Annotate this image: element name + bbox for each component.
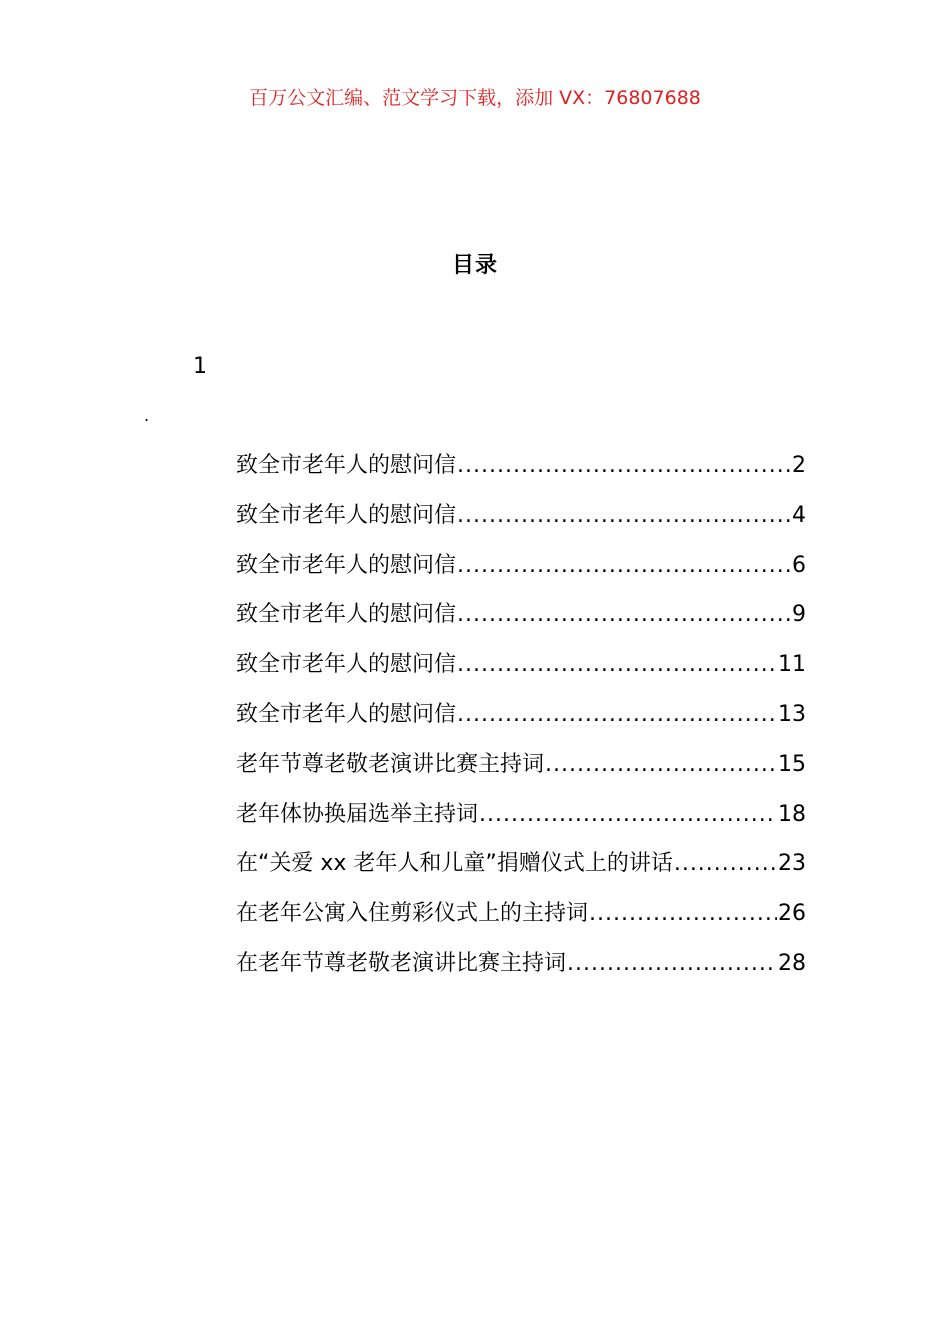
toc-entry[interactable] <box>236 449 806 499</box>
toc-dot-leader <box>457 549 791 583</box>
toc-entry-title: 致全市老年人的慰问信 <box>236 552 457 578</box>
toc-entry[interactable] <box>236 748 806 798</box>
header-note: 百万公文汇编、范文学习下载，添加 VX：76807688 <box>249 87 701 109</box>
toc-entry[interactable] <box>236 648 806 698</box>
toc-entry-title: 在老年节尊老敬老演讲比赛主持词 <box>236 950 567 976</box>
toc-dot-leader <box>457 698 777 732</box>
toc-entry[interactable] <box>236 698 806 748</box>
dot-marker: . <box>144 406 150 425</box>
toc-entry[interactable] <box>236 897 806 947</box>
toc-entry-title: 致全市老年人的慰问信 <box>236 453 457 478</box>
toc-entry-title: 致全市老年人的慰问信 <box>236 502 457 528</box>
toc-entry-title: 老年体协换届选举主持词 <box>236 801 479 827</box>
toc-entry-title: 致全市老年人的慰问信 <box>236 701 457 727</box>
toc-entry-page: 4 <box>792 502 806 528</box>
toc-entry[interactable] <box>236 847 806 897</box>
toc-entry-title: 致全市老年人的慰问信 <box>236 602 457 628</box>
toc-dot-leader <box>479 798 777 832</box>
toc-entry-title: 老年节尊老敬老演讲比赛主持词 <box>236 751 545 777</box>
table-of-contents <box>236 449 806 997</box>
toc-entry-page: 23 <box>778 851 806 877</box>
toc-entry-page: 11 <box>778 652 806 678</box>
toc-entry-page: 28 <box>778 950 806 976</box>
toc-dot-leader <box>457 648 777 682</box>
toc-entry-page: 13 <box>778 701 806 727</box>
toc-entry-title: 致全市老年人的慰问信 <box>236 652 457 678</box>
toc-entry-title: 在老年公寓入住剪彩仪式上的主持词 <box>236 901 589 927</box>
toc-entry[interactable] <box>236 798 806 848</box>
toc-dot-leader <box>589 897 777 931</box>
toc-entry-title: 在“关爱 xx 老年人和儿童”捐赠仪式上的讲话 <box>236 851 673 877</box>
toc-entry[interactable] <box>236 947 806 997</box>
page-number: 1 <box>193 354 207 379</box>
toc-entry[interactable] <box>236 499 806 549</box>
toc-entry-page: 6 <box>792 552 806 578</box>
toc-entry-page: 9 <box>792 602 806 628</box>
toc-entry[interactable] <box>236 598 806 648</box>
toc-dot-leader <box>457 449 791 483</box>
toc-title: 目录 <box>451 253 498 278</box>
toc-dot-leader <box>545 748 777 782</box>
toc-entry-page: 15 <box>778 751 806 777</box>
toc-dot-leader <box>457 598 791 632</box>
toc-entry[interactable] <box>236 549 806 599</box>
toc-dot-leader <box>567 947 777 981</box>
toc-entry-page: 26 <box>778 901 806 927</box>
toc-dot-leader <box>674 847 777 881</box>
toc-entry-page: 18 <box>778 801 806 827</box>
toc-dot-leader <box>457 499 791 533</box>
toc-entry-page: 2 <box>792 453 806 478</box>
